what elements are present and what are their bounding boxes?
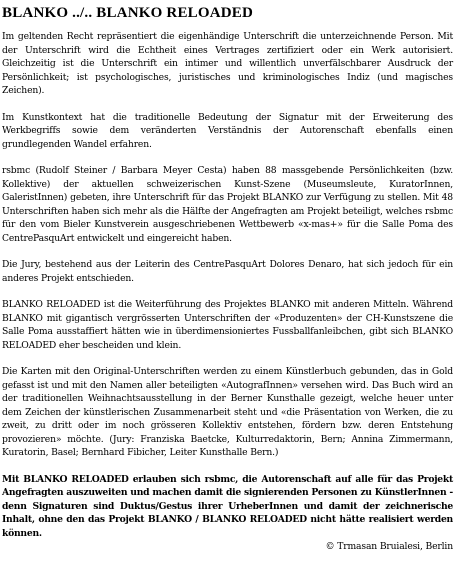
paragraph-closing-statement: Mit BLANKO RELOADED erlauben sich rsbmc, die Autorenschaft auf alle für das Projekt Angefragten auszuweiten und machen damit die signierenden Personen zu KünstlerInnen - denn Signaturen sind Duktus/Gestus ihrer UrheberInnen und damit der zeichnerische Inhalt, ohne den das Projekt BLANKO / BLANKO RELOADED nicht hätte realisiert werden können. (2, 473, 453, 539)
paragraph-rsbmc-project: rsbmc (Rudolf Steiner / Barbara Meyer Cesta) haben 88 massgebende Persönlichkeiten (bzw. Kollektive) der aktuellen schweizerischen Kunst-Szene (Museumsleute, KuratorInnen, GaleristInnen) gebeten, ihre Unterschrift für das Projekt BLANKO zur Verfügung zu stellen. Mit 48 Unterschriften haben sich mehr als die Hälfte der Angefragten am Projekt beteiligt, welches rsbmc für den vom Bieler Kunstverein ausgeschriebenen Wettbewerb «x-mas+» für die Salle Poma des CentrePasquArt entwickelt und eingereicht haben. (2, 165, 453, 244)
copyright-credit: © Trmasan Bruialesi, Berlin (325, 541, 453, 552)
paragraph-artist-book: Die Karten mit den Original-Unterschriften werden zu einem Künstlerbuch gebunden, das in Gold gefasst ist und mit den Namen aller beteiligten «AutografInnen» versehen wird. Das Buch wird an der traditionellen Weihnachtsausstellung in der Berner Kunsthalle gezeigt, welche heuer unter dem Zeichen der künstlerischen Zusammenarbeit steht und «die Präsentation von Werken, die zu zweit, zu dritt oder im noch grösseren Kollektiv entstehen, fördern bzw. deren Entstehung provozieren» möchte. (Jury: Franziska Baetcke, Kulturredaktorin, Bern; Annina Zimmermann, Kuratorin, Basel; Bernhard Fibicher, Leiter Kunsthalle Bern.) (2, 366, 453, 458)
document-page (2, 4, 453, 553)
document-title: BLANKO ../.. BLANKO RELOADED (2, 5, 254, 21)
paragraph-blanko-reloaded: BLANKO RELOADED ist die Weiterführung des Projektes BLANKO mit anderen Mitteln. Während BLANKO mit gigantisch vergrösserten Unterschriften der «Produzenten» der CH-Kunstszene die Salle Poma ausstaffiert hätten wie in überdimensioniertes Fussballfanleibchen, gibt sich BLANKO RELOADED eher bescheiden und klein. (2, 299, 453, 351)
paragraph-signature-law: Im geltenden Recht repräsentiert die eigenhändige Unterschrift die unterzeichnende Person. Mit der Unterschrift wird die Echtheit eines Vertrages zertifiziert oder ein Werk autorisiert. Gleichzeitig ist die Unterschrift ein intimer und willentlich unverfälschbarer Ausdruck der Persönlichkeit; ist psychologisches, juristisches und kriminologisches Indiz (und magisches Zeichen). (2, 31, 453, 96)
paragraph-jury-decision: Die Jury, bestehend aus der Leiterin des CentrePasquArt Dolores Denaro, hat sich jedoch für ein anderes Projekt entschieden. (2, 259, 453, 284)
paragraph-art-context: Im Kunstkontext hat die traditionelle Bedeutung der Signatur mit der Erweiterung des Werkbegriffs sowie dem veränderten Verständnis der Autorenschaft ebenfalls einen grundlegenden Wandel erfahren. (2, 111, 453, 150)
